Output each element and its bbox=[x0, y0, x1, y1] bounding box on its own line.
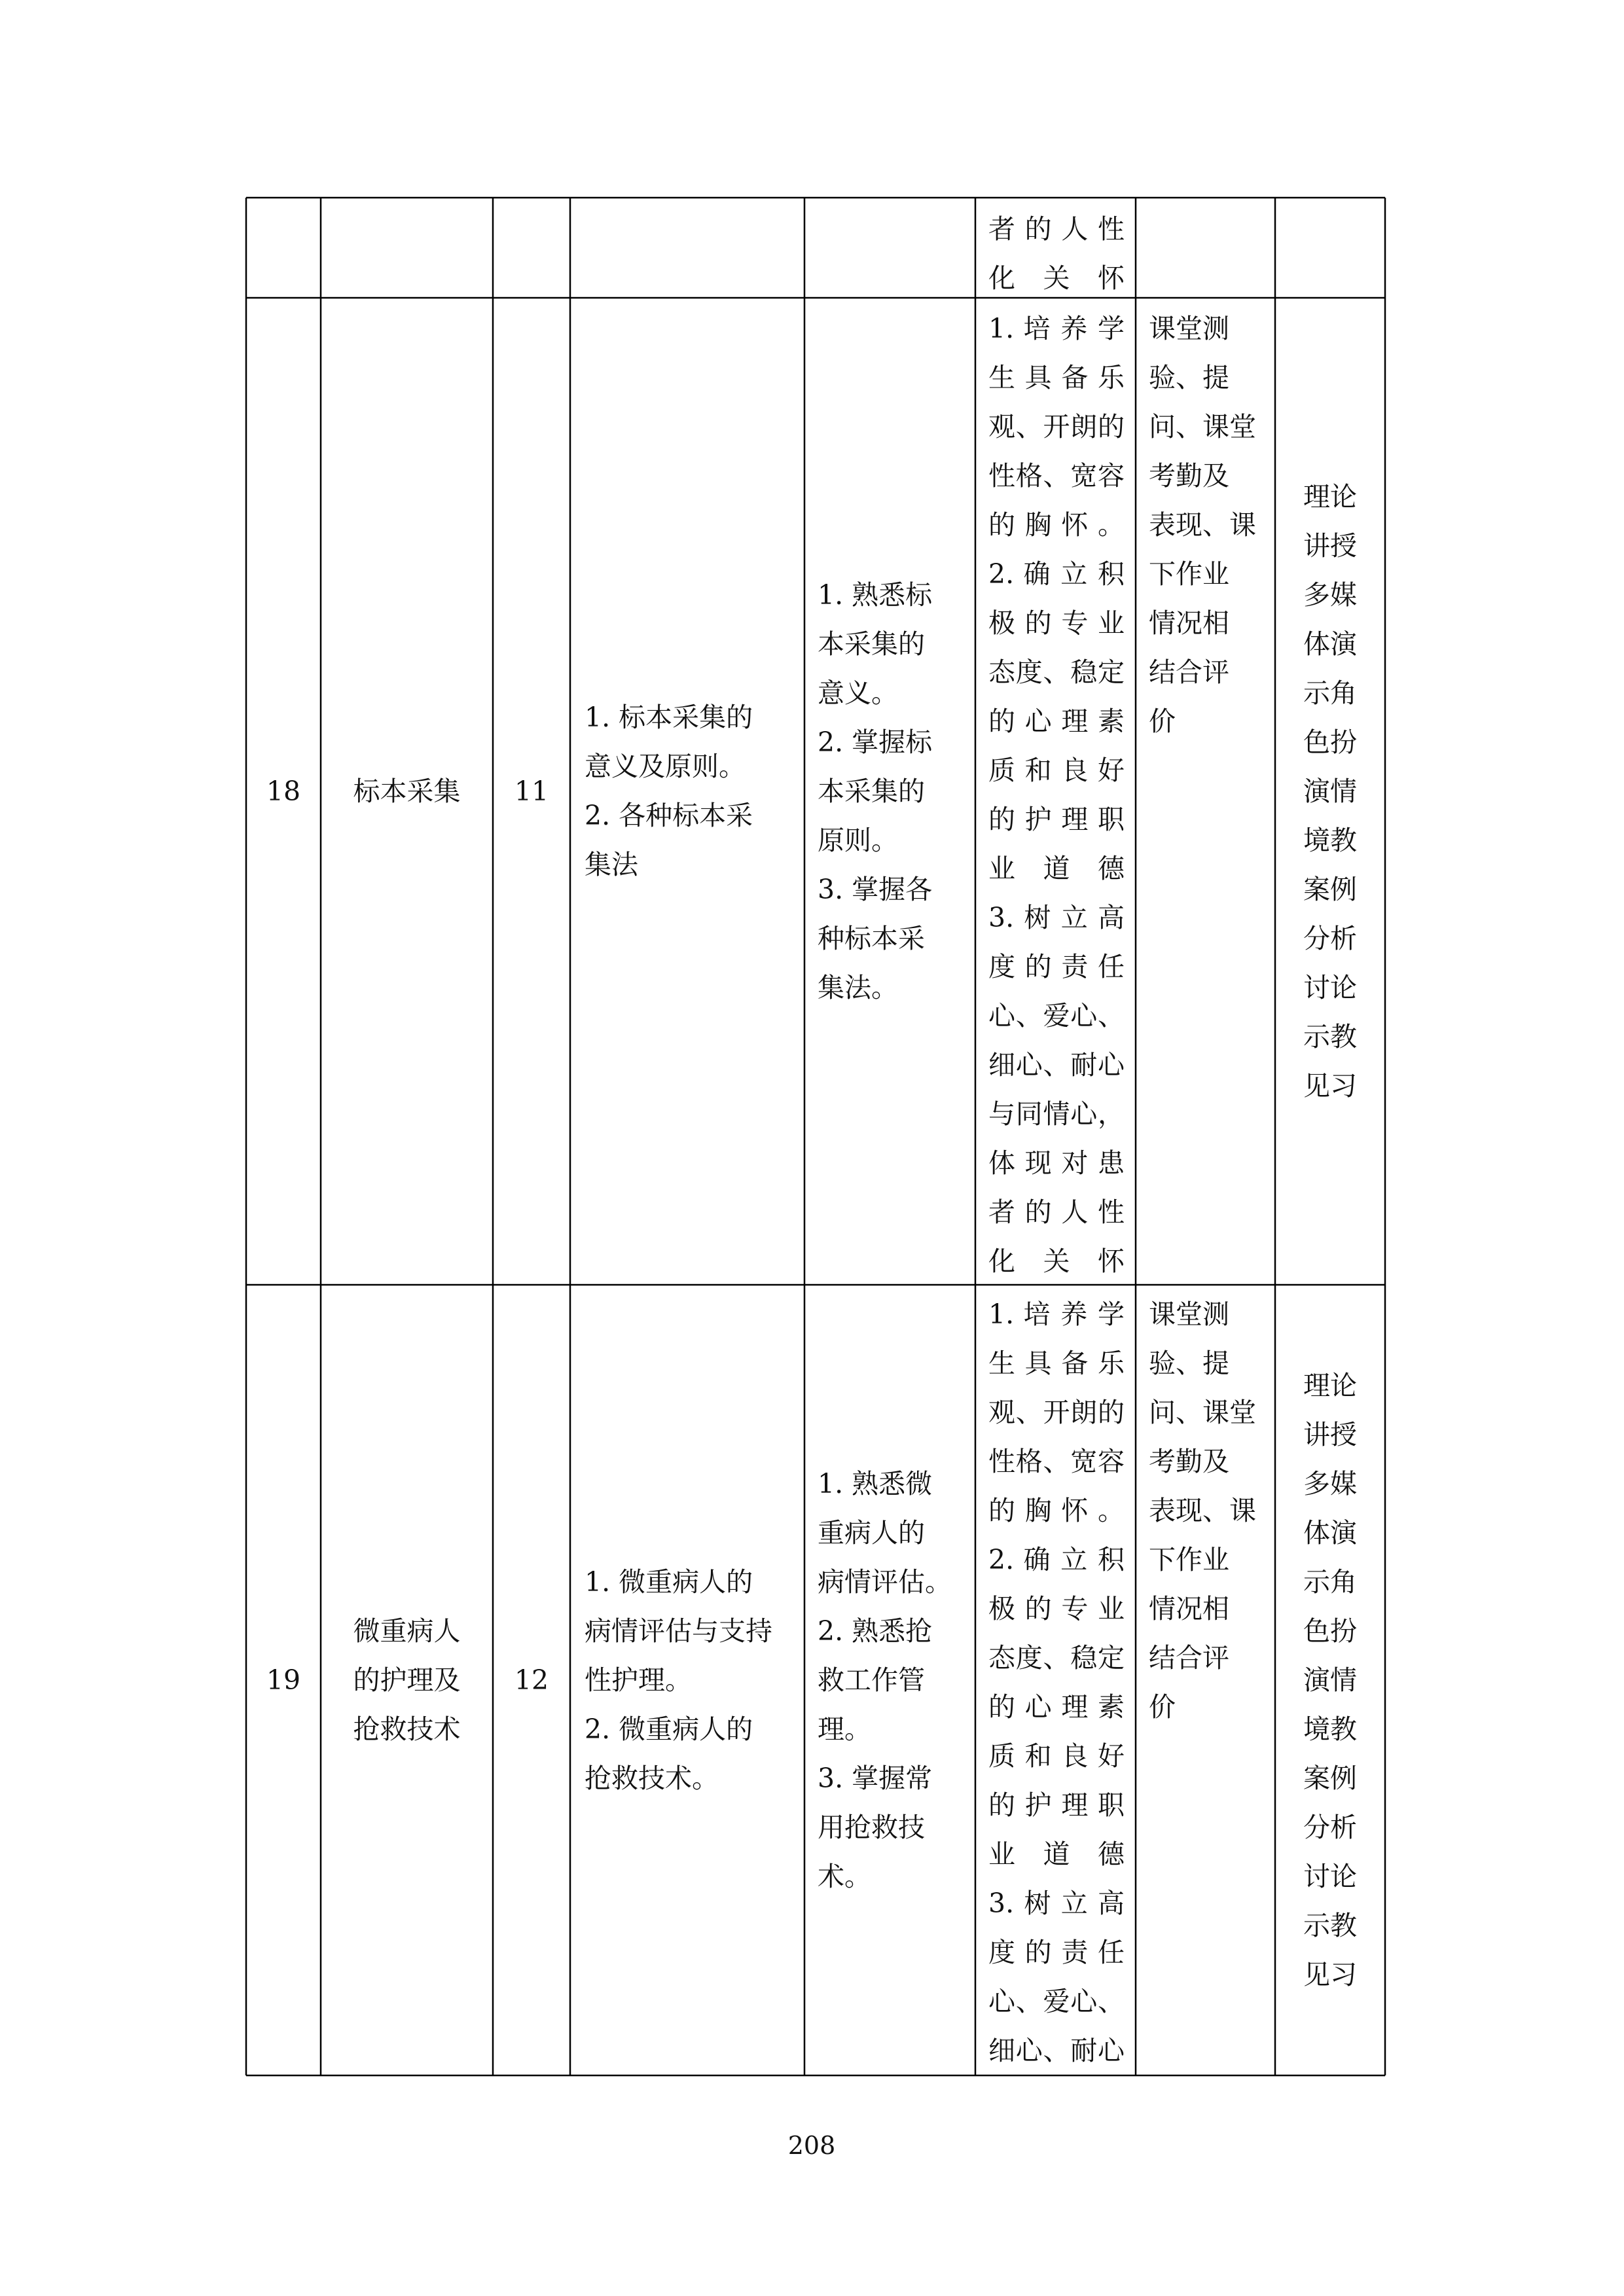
assessment-line: 下作业 bbox=[1149, 558, 1229, 590]
content-line: 2. 微重病人的 bbox=[585, 1713, 753, 1745]
method-line: 演情 bbox=[1303, 775, 1357, 807]
content-line: 集法 bbox=[585, 849, 638, 880]
requirement-line: 1. 熟悉微 bbox=[818, 1467, 933, 1499]
assessment-line: 考勤及 bbox=[1149, 1446, 1229, 1477]
method-line: 色扮 bbox=[1303, 1615, 1357, 1647]
assessment-line: 验、提 bbox=[1149, 1348, 1229, 1379]
goals-line: 的 心 理 素 bbox=[988, 706, 1125, 737]
row19-methods bbox=[1275, 1285, 1385, 2075]
row18-number: 18 bbox=[266, 775, 301, 807]
row18-assessment bbox=[1149, 304, 1273, 746]
requirement-line: 3. 掌握各 bbox=[818, 873, 933, 905]
row19-requirements bbox=[818, 1285, 972, 2075]
method-line: 体演 bbox=[1303, 1516, 1357, 1549]
goals-line: 业道德 bbox=[988, 1839, 1125, 1870]
method-line: 讨论 bbox=[1303, 1860, 1357, 1892]
requirement-line: 意义。 bbox=[818, 677, 898, 709]
goals-line: 1. 培 养 学 bbox=[988, 313, 1125, 344]
goals-line: 与同情心， bbox=[988, 1098, 1125, 1130]
method-line: 示教 bbox=[1303, 1909, 1357, 1941]
requirement-line: 2. 掌握标 bbox=[818, 726, 933, 758]
assessment-line: 表现、课 bbox=[1149, 1495, 1256, 1526]
content-line: 性护理。 bbox=[585, 1664, 692, 1696]
row18-requirements bbox=[818, 298, 969, 1285]
row18-methods bbox=[1275, 298, 1385, 1285]
goals-line: 的 护 理 职 bbox=[988, 1789, 1125, 1821]
requirement-line: 重病人的 bbox=[818, 1516, 925, 1549]
goals-line: 体现对患 bbox=[988, 1147, 1125, 1179]
page-number: 208 bbox=[787, 2131, 836, 2160]
method-line: 演情 bbox=[1303, 1664, 1357, 1696]
cont-goals-cell bbox=[988, 205, 1125, 303]
content-line: 病情评估与支持 bbox=[585, 1615, 772, 1647]
method-line: 色扮 bbox=[1303, 726, 1357, 758]
goals-line: 者的人性 bbox=[988, 1196, 1125, 1228]
row18-content bbox=[585, 298, 794, 1285]
goals-line: 的胸怀。 bbox=[988, 509, 1125, 541]
title-line: 抢救技术 bbox=[353, 1713, 461, 1745]
goals-line: 态度、稳定 bbox=[988, 656, 1125, 688]
assessment-line: 结合评 bbox=[1149, 656, 1229, 688]
requirement-line: 原则。 bbox=[818, 824, 898, 856]
method-line: 见习 bbox=[1303, 1958, 1357, 1990]
goals-line: 生 具 备 乐 bbox=[988, 1348, 1125, 1379]
method-line: 分析 bbox=[1303, 922, 1357, 954]
assessment-line: 表现、课 bbox=[1149, 509, 1256, 541]
goals-line: 细心、耐心 bbox=[988, 2035, 1125, 2066]
requirement-line: 本采集的 bbox=[818, 628, 925, 660]
requirement-line: 用抢救技 bbox=[818, 1811, 925, 1843]
content-line: 1. 微重病人的 bbox=[585, 1566, 753, 1598]
goals-line: 1. 培 养 学 bbox=[988, 1299, 1125, 1330]
assessment-line: 价 bbox=[1149, 1691, 1176, 1723]
goals-line: 性格、宽容 bbox=[988, 1446, 1125, 1477]
row19-title bbox=[321, 1285, 493, 2075]
requirement-line: 病情评估。 bbox=[818, 1566, 952, 1598]
requirement-line: 理。 bbox=[818, 1713, 871, 1745]
assessment-line: 情况相 bbox=[1149, 607, 1229, 639]
method-line: 境教 bbox=[1303, 1713, 1357, 1745]
goals-line: 生 具 备 乐 bbox=[988, 362, 1125, 393]
goals-line: 业道德 bbox=[988, 853, 1125, 884]
method-line: 示角 bbox=[1303, 677, 1357, 709]
goals-line: 心、爱心、 bbox=[988, 1986, 1125, 2017]
method-line: 讨论 bbox=[1303, 971, 1357, 1003]
method-line: 示教 bbox=[1303, 1020, 1357, 1052]
method-line: 理论 bbox=[1303, 480, 1357, 512]
method-line: 讲授 bbox=[1303, 1418, 1357, 1450]
row19-number: 19 bbox=[266, 1664, 301, 1696]
method-line: 多媒 bbox=[1303, 1467, 1357, 1499]
assessment-line: 问、课堂 bbox=[1149, 411, 1256, 442]
goals-line: 质 和 良 好 bbox=[988, 755, 1125, 786]
goals-line: 态度、稳定 bbox=[988, 1642, 1125, 1674]
method-line: 多媒 bbox=[1303, 579, 1357, 611]
goals-line: 3.树立高 bbox=[988, 1888, 1125, 1919]
requirement-line: 3. 掌握常 bbox=[818, 1762, 933, 1794]
method-line: 体演 bbox=[1303, 628, 1357, 660]
goals-line: 心、爱心、 bbox=[988, 1000, 1125, 1031]
content-line: 意义及原则。 bbox=[585, 751, 746, 782]
goals-line: 极 的 专 业 bbox=[988, 1593, 1125, 1624]
assessment-line: 课堂测 bbox=[1149, 1299, 1229, 1330]
goals-line: 3.树立高 bbox=[988, 902, 1125, 933]
goals-line: 质 和 良 好 bbox=[988, 1740, 1125, 1772]
row19-content bbox=[585, 1285, 801, 2075]
assessment-line: 情况相 bbox=[1149, 1593, 1229, 1624]
method-line: 案例 bbox=[1303, 873, 1357, 905]
method-line: 分析 bbox=[1303, 1811, 1357, 1843]
goals-line: 化关怀 bbox=[988, 1246, 1125, 1277]
method-line: 境教 bbox=[1303, 824, 1357, 856]
requirement-line: 2. 熟悉抢 bbox=[818, 1615, 933, 1647]
requirement-line: 种标本采 bbox=[818, 922, 925, 954]
goals-line: 度的责任 bbox=[988, 1937, 1125, 1968]
method-line: 示角 bbox=[1303, 1566, 1357, 1598]
goals-line: 者的人性 bbox=[988, 213, 1125, 245]
assessment-line: 验、提 bbox=[1149, 362, 1229, 393]
assessment-line: 下作业 bbox=[1149, 1544, 1229, 1575]
requirement-line: 集法。 bbox=[818, 971, 898, 1003]
content-line: 2. 各种标本采 bbox=[585, 800, 753, 831]
content-line: 抢救技术。 bbox=[585, 1762, 719, 1794]
goals-line: 化关怀 bbox=[988, 262, 1125, 294]
row18-goals bbox=[988, 304, 1125, 1286]
title-line: 微重病人 bbox=[353, 1615, 461, 1647]
assessment-line: 结合评 bbox=[1149, 1642, 1229, 1674]
goals-line: 的 护 理 职 bbox=[988, 804, 1125, 835]
goals-line: 的胸怀。 bbox=[988, 1495, 1125, 1526]
goals-line: 细心、耐心 bbox=[988, 1049, 1125, 1081]
row19-assessment bbox=[1149, 1290, 1273, 1732]
requirement-line: 本采集的 bbox=[818, 775, 925, 807]
row18-hours: 11 bbox=[514, 775, 549, 807]
assessment-line: 问、课堂 bbox=[1149, 1397, 1256, 1428]
goals-line: 性格、宽容 bbox=[988, 460, 1125, 492]
assessment-line: 考勤及 bbox=[1149, 460, 1229, 492]
requirement-line: 术。 bbox=[818, 1860, 871, 1892]
method-line: 见习 bbox=[1303, 1069, 1357, 1102]
content-line: 1. 标本采集的 bbox=[585, 702, 753, 733]
goals-line: 观、开朗的 bbox=[988, 1397, 1125, 1428]
row19-hours: 12 bbox=[514, 1664, 549, 1696]
row18-title: 标本采集 bbox=[353, 775, 461, 807]
goals-line: 度的责任 bbox=[988, 951, 1125, 982]
goals-line: 观、开朗的 bbox=[988, 411, 1125, 442]
requirement-line: 救工作管 bbox=[818, 1664, 925, 1696]
title-line: 的护理及 bbox=[353, 1664, 461, 1696]
goals-line: 2. 确 立 积 bbox=[988, 558, 1125, 590]
row19-goals bbox=[988, 1290, 1125, 2075]
method-line: 案例 bbox=[1303, 1762, 1357, 1794]
assessment-line: 课堂测 bbox=[1149, 313, 1229, 344]
goals-line: 极 的 专 业 bbox=[988, 607, 1125, 639]
method-line: 讲授 bbox=[1303, 529, 1357, 562]
requirement-line: 1. 熟悉标 bbox=[818, 579, 933, 611]
method-line: 理论 bbox=[1303, 1369, 1357, 1401]
assessment-line: 价 bbox=[1149, 706, 1176, 737]
goals-line: 2. 确 立 积 bbox=[988, 1544, 1125, 1575]
goals-line: 的 心 理 素 bbox=[988, 1691, 1125, 1723]
